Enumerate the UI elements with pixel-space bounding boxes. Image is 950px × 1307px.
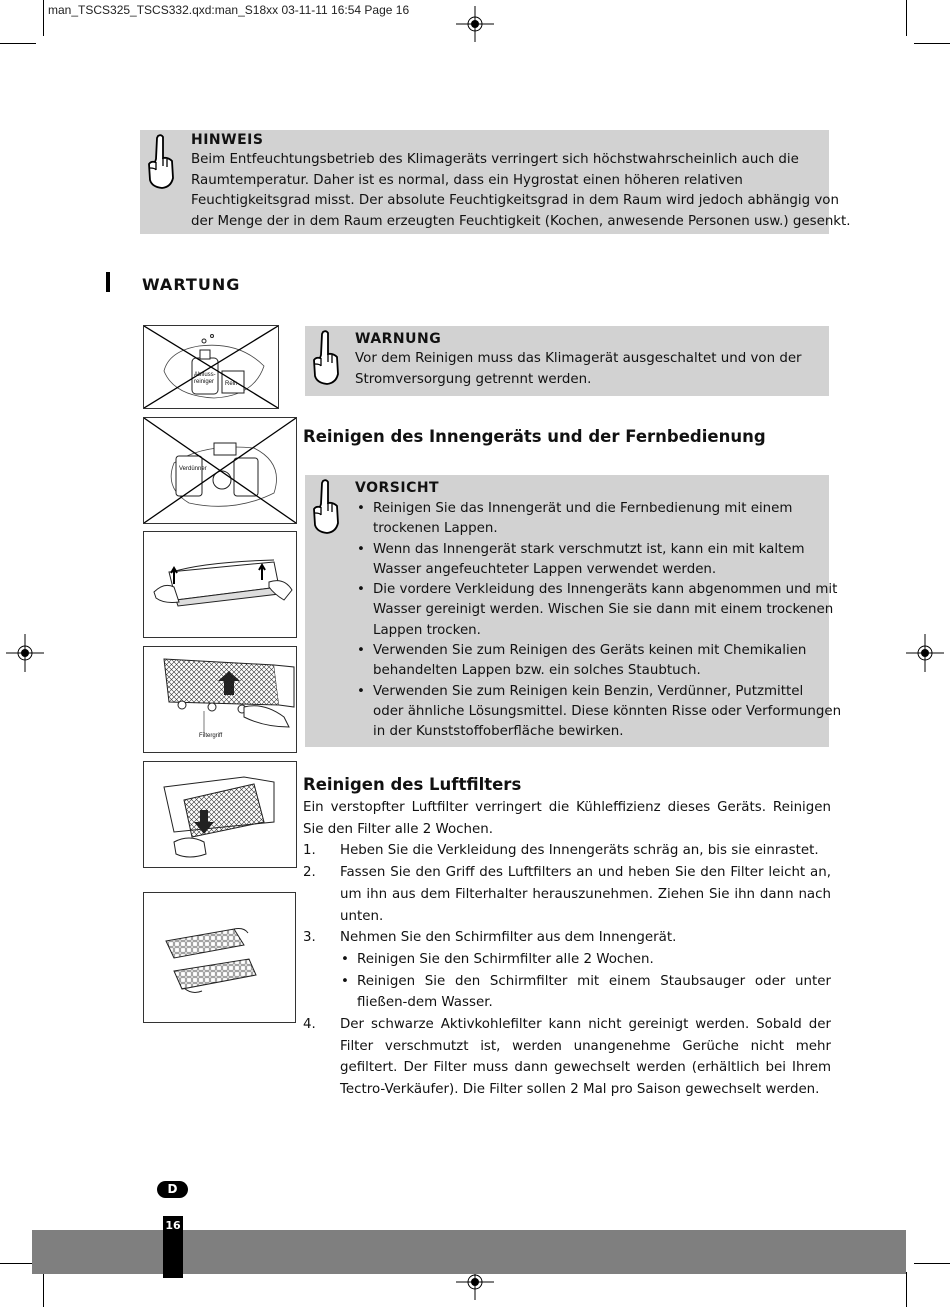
caution-item: • Wenn das Innengerät stark verschmutzt ist, kann ein mit kaltem Wasser angefeuchteter Lappen verwendet werden. <box>355 540 827 581</box>
language-badge: D <box>157 1181 188 1198</box>
figure-front-panel <box>143 531 297 638</box>
section-marker <box>106 272 110 292</box>
label-thinner: Verdünner <box>179 466 207 472</box>
heading-indoor-unit: Reinigen des Innengeräts und der Fernbedienung <box>303 427 766 446</box>
warning-title: WARNUNG <box>355 331 442 347</box>
step-item: 1. Heben Sie die Verkleidung des Innengeräts schräg an, bis sie einrastet. <box>303 843 819 859</box>
page-number: 16 <box>165 1219 181 1232</box>
step-sub-bullet: • Reinigen Sie den Schirmfilter mit einem Staubsauger oder unter fließen-dem Wasser. <box>303 971 831 1014</box>
label-rein: Rein <box>225 381 238 387</box>
print-slug: man_TSCS325_TSCS332.qxd:man_S18xx 03-11-11 16:54 Page 16 <box>48 3 410 17</box>
note-title: HINWEIS <box>191 132 264 148</box>
step-item: 4. Der schwarze Aktivkohlefilter kann nicht gereinigt werden. Sobald der Filter verschmutzt ist, werden unangenehme Gerüche nicht mehr gefiltert. Der Filter muss dann gewechselt werden (erhältlich bei Ihrem Tectro-Verkäufer). Die Filter sollen 2 Mal pro Saison gewechselt werden. <box>303 1017 831 1098</box>
caution-item: • Die vordere Verkleidung des Innengeräts kann abgenommen und mit Wasser gereinigt werden. Wischen Sie sie dann mit einem trockenen Lappen trocken. <box>355 580 827 641</box>
step-sub-bullet: • Reinigen Sie den Schirmfilter alle 2 Wochen. <box>303 949 831 971</box>
registration-mark-right-icon <box>906 634 944 672</box>
section-title: WARTUNG <box>142 275 241 294</box>
figure-no-thinner <box>143 417 297 524</box>
note-text: Beim Entfeuchtungsbetrieb des Klimageräts verringert sich höchstwahrscheinlich auch die Raumtemperatur. Daher ist es normal, dass ein Hygrostat einen höheren relativen Feuchtigkeitsgrad misst. Der absolute Feuchtigkeitsgrad in dem Raum wird jedoch abhängig von der Menge der in dem Raum erzeugten Feuchtigkeit (Kochen, anwesende Personen usw.) gesenkt. <box>191 152 851 229</box>
caution-item: • Verwenden Sie zum Reinigen des Geräts keinen mit Chemikalien behandelten Lappen bzw. ein solches Staubtuch. <box>355 641 827 682</box>
warning-box <box>305 326 829 396</box>
warning-text: Vor dem Reinigen muss das Klimagerät ausgeschaltet und von der Stromversorgung getrennt werden. <box>355 351 802 387</box>
intro-paragraph: Ein verstopfter Luftfilter verringert die Kühleffizienz dieses Geräts. Reinigen Sie den Filter alle 2 Wochen. <box>303 800 831 837</box>
step-item: 3. Nehmen Sie den Schirmfilter aus dem Innengerät. <box>303 930 677 946</box>
figure-mesh-filters <box>143 892 296 1023</box>
caution-item: • Verwenden Sie zum Reinigen kein Benzin, Verdünner, Putzmittel oder ähnliche Lösungsmittel. Diese könnten Risse oder Verformungen in der Kunststoffoberfläche bewirken. <box>355 682 827 743</box>
label-drain-cleaner: Abfluss- reiniger <box>194 372 216 385</box>
heading-air-filter: Reinigen des Luftfilters <box>303 775 522 794</box>
registration-mark-left-icon <box>6 634 44 672</box>
label-filter-grip: Filtergriff <box>199 733 223 739</box>
figure-remove-filter <box>143 761 297 868</box>
caution-box <box>305 475 842 747</box>
caution-item: • Reinigen Sie das Innengerät und die Fernbedienung mit einem trockenen Lappen. <box>355 499 827 540</box>
pointing-hand-icon <box>311 330 341 386</box>
caution-list <box>355 499 842 743</box>
caution-title: VORSICHT <box>355 480 440 496</box>
pointing-hand-icon <box>311 479 341 535</box>
pointing-hand-icon <box>146 134 176 190</box>
note-box <box>140 130 851 234</box>
air-filter-body <box>303 797 831 1101</box>
step-item: 2. Fassen Sie den Griff des Luftfilters an und heben Sie den Filter leicht an, um ihn aus dem Filterhalter herauszunehmen. Ziehen Sie ihn dann nach unten. <box>303 865 831 924</box>
figure-filter-grip <box>143 646 297 753</box>
figure-no-drain-cleaner <box>143 325 279 409</box>
registration-mark-top-icon <box>456 6 494 42</box>
